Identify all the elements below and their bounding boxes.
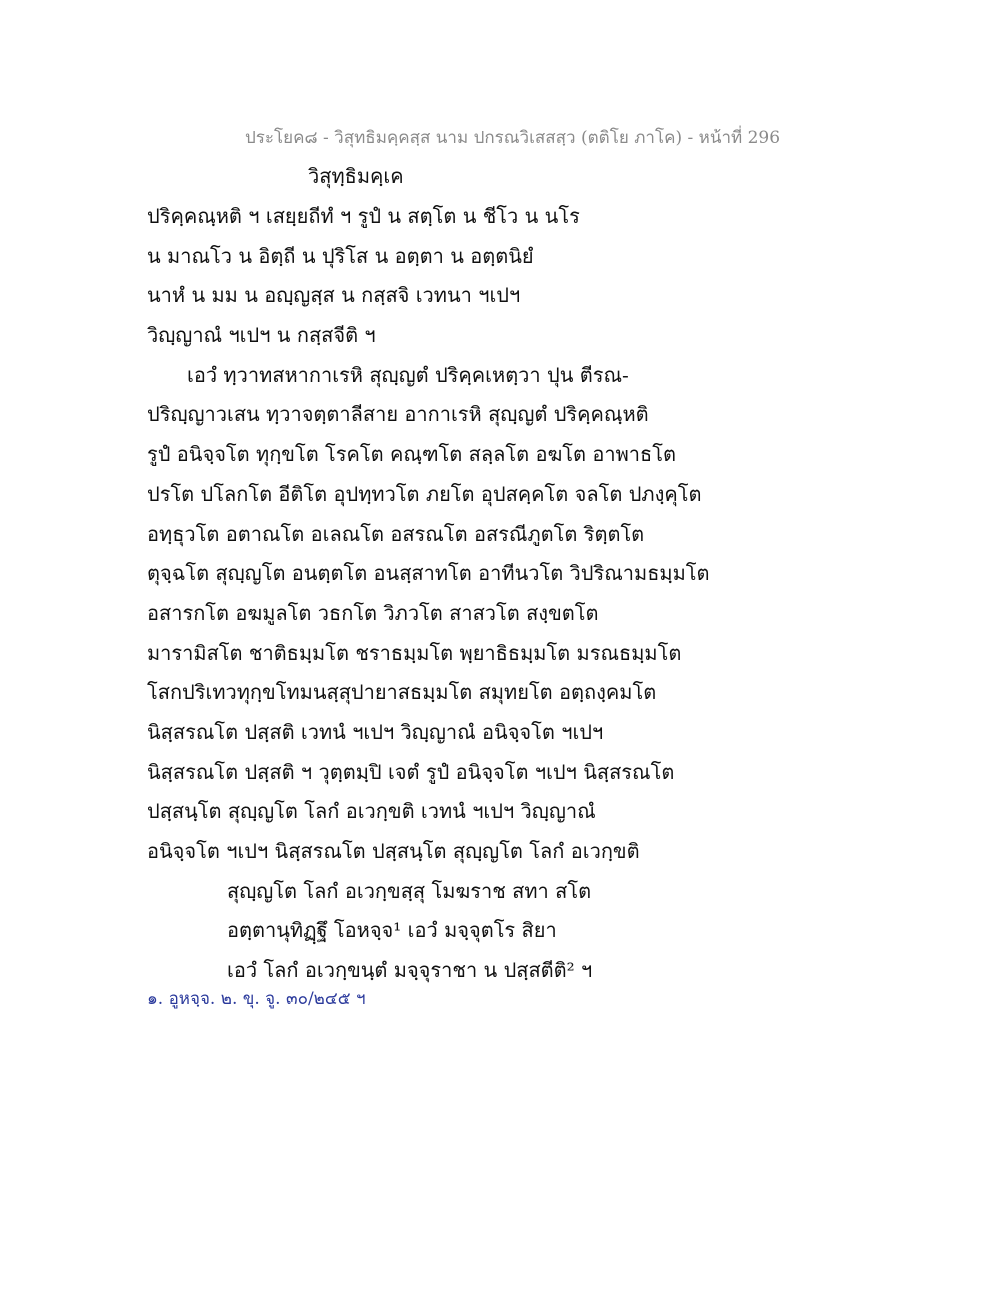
text-line: ปริญฺญาวเสน ทฺวาจตฺตาลีสาย อากาเรหิ สุญฺญตํ ปริคฺคณฺหติ [147,402,649,427]
text-line: รูปํ อนิจฺจโต ทุกฺขโต โรคโต คณฺฑโต สลฺลโต อฆโต อาพาธโต [147,442,676,467]
text-line: นาหํ น มม น อญฺญสฺส น กสฺสจิ เวทนา ฯเปฯ [147,283,521,308]
text-line: นิสฺสรณโต ปสฺสติ เวทนํ ฯเปฯ วิญฺญาณํ อนิจฺจโต ฯเปฯ [147,719,604,744]
paragraph-start-line: เอวํ ทฺวาทสหากาเรหิ สุญฺญตํ ปริคฺคเหตฺวา ปุน ตีรณ- [187,362,629,387]
text-line: อสารกโต อฆมูลโต วธกโต วิภวโต สาสวโต สงฺขตโต [147,600,599,625]
verse-line: สุญฺญโต โลกํ อเวกฺขสฺสุ โมฆราช สทา สโต [227,878,592,903]
text-line: ปสฺสนฺโต สุญฺญโต โลกํ อเวกฺขติ เวทนํ ฯเปฯ วิญฺญาณํ [147,799,596,824]
text-line: อนิจฺจโต ฯเปฯ นิสฺสรณโต ปสฺสนฺโต สุญฺญโต โลกํ อเวกฺขติ [147,839,640,863]
text-line: น มาณโว น อิตฺถี น ปุริโส น อตฺตา น อตฺตนิยํ [147,243,534,268]
verse-line: อตฺตานุทิฏฺฐึ โอหจฺจ¹ เอวํ มจฺจุตโร สิยา [227,918,557,943]
footnotes: ๑. อูหจฺจ. ๒. ขุ. จู. ๓๐/๒๔๕ ฯ [147,989,366,1009]
text-line: ปรโต ปโลกโต อีติโต อุปทฺทวโต ภยโต อุปสคฺคโต จลโต ปภงฺคุโต [147,481,702,506]
section-title: วิสุทฺธิมคฺเค [308,164,404,188]
text-line: นิสฺสรณโต ปสฺสติ ฯ วุตฺตมฺปิ เจตํ รูปํ อนิจฺจโต ฯเปฯ นิสฺสรณโต [147,759,675,784]
text-line: วิญฺญาณํ ฯเปฯ น กสฺสจีติ ฯ [147,323,376,348]
text-line: ตุจฺฉโต สุญฺญโต อนตฺตโต อนสฺสาทโต อาทีนวโต วิปริณามธมฺมโต [147,561,710,586]
text-line: ปริคฺคณฺหติ ฯ เสยฺยถีทํ ฯ รูปํ น สตฺโต น ชีโว น นโร [147,204,580,228]
verse-line: เอวํ โลกํ อเวกฺขนฺตํ มจฺจุราชา น ปสฺสตีติ² ฯ [227,958,593,983]
text-line: โสกปริเทวทุกฺขโทมนสฺสุปายาสธมฺมโต สมุทยโต อตฺถงฺคมโต [147,680,657,705]
body-text [147,197,867,991]
running-header: ประโยค๘ - วิสุทธิมคฺคสฺส นาม ปกรณวิเสสสฺว (ตติโย ภาโค) - หน้าที่ 296 [245,128,781,148]
text-line: อทฺธุวโต อตาณโต อเลณโต อสรณโต อสรณีภูตโต ริตฺตโต [147,521,645,546]
text-line: มารามิสโต ชาติธมฺมโต ชราธมฺมโต พฺยาธิธมฺมโต มรณธมฺมโต [147,640,682,665]
